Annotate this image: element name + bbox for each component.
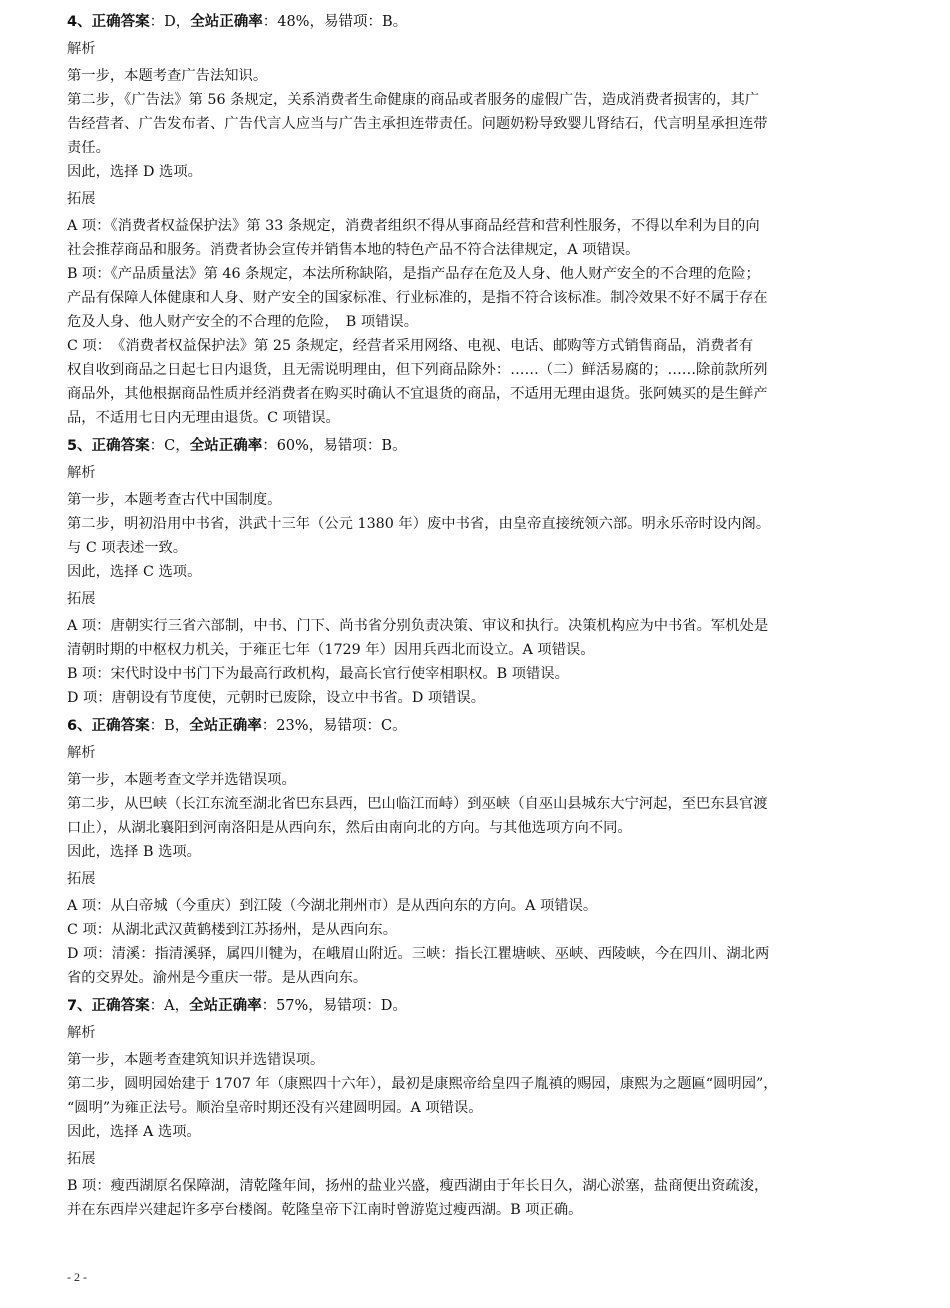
question-block (67, 994, 889, 1222)
answer-label: 正确答案 (91, 998, 150, 1014)
text-line: A 项：《消费者权益保护法》第 33 条规定，消费者组织不得从事商品经营和营利性服务，不得以牟利为目的向 (67, 218, 760, 234)
text-line: 并在东西岸兴建起许多亭台楼阁。乾隆皇帝下江南时曾游览过瘦西湖。B 项正确。 (67, 1202, 583, 1218)
text-line: A 项：唐朝实行三省六部制，中书、门下、尚书省分别负责决策、审议和执行。决策机构应为中书省。军机处是 (67, 618, 769, 634)
answer-value: ：D， (149, 14, 191, 30)
text-line: 第二步，明初沿用中书省，洪武十三年（公元 1380 年）废中书省，由皇帝直接统领六部。明永乐帝时设内阁。 (67, 516, 771, 532)
text-line: 产品有保障人体健康和人身、财产安全的国家标准、行业标准的，是指不符合该标准。制冷效果不好不属于存在 (67, 290, 768, 306)
question-header (67, 434, 889, 458)
text-line: 因此，选择 D 选项。 (67, 164, 202, 180)
extend-paragraph (67, 686, 889, 710)
analysis-paragraph (67, 560, 889, 584)
text-line: 第二步，从巴峡（长江东流至湖北省巴东县西，巴山临江而峙）到巫峡（自巫山县城东大宁河起，至巴东县官渡 (67, 796, 768, 812)
rate-value: ：23%，易错项：C。 (261, 718, 407, 734)
text-line: “圆明”为雍正法号。顺治皇帝时期还没有兴建圆明园。A 项错误。 (67, 1100, 483, 1116)
rate-label: 全站正确率 (189, 998, 262, 1014)
analysis-paragraph (67, 64, 889, 88)
extend-paragraph (67, 214, 889, 262)
text-line: 与 C 项表述一致。 (67, 540, 188, 556)
text-line: 第一步，本题考查广告法知识。 (67, 68, 268, 84)
analysis-paragraph (67, 840, 889, 864)
extend-paragraph (67, 918, 889, 942)
answer-label: 正确答案 (91, 718, 150, 734)
extend-title: 拓展 (67, 1151, 96, 1167)
question-block (67, 434, 889, 710)
rate-value: ：60%，易错项：B。 (262, 438, 407, 454)
text-line: 第一步，本题考查文学并选错误项。 (67, 772, 296, 788)
text-line: 危及人身、他人财产安全的不合理的危险， B 项错误。 (67, 314, 419, 330)
text-line: 因此，选择 A 选项。 (67, 1124, 201, 1140)
text-line: B 项：《产品质量法》第 46 条规定，本法所称缺陷，是指产品存在危及人身、他人财产安全的不合理的危险； (67, 266, 760, 282)
question-number: 4、 (67, 14, 92, 30)
question-block (67, 714, 889, 990)
analysis-paragraph (67, 160, 889, 184)
extend-paragraph (67, 894, 889, 918)
answer-value: ：C， (149, 438, 190, 454)
document-body (67, 6, 889, 1222)
extend-title: 拓展 (67, 591, 96, 607)
answer-label: 正确答案 (91, 438, 150, 454)
text-line: 责任。 (67, 140, 110, 156)
rate-label: 全站正确率 (190, 14, 263, 30)
extend-paragraph (67, 614, 889, 662)
question-number: 5、 (67, 438, 92, 454)
analysis-paragraph (67, 488, 889, 512)
text-line: 第一步，本题考查建筑知识并选错误项。 (67, 1052, 325, 1068)
text-line: 第一步，本题考查古代中国制度。 (67, 492, 282, 508)
rate-value: ：57%，易错项：D。 (261, 998, 407, 1014)
text-line: 清朝时期的中枢权力机关，于雍正七年（1729 年）因用兵西北而设立。A 项错误。 (67, 642, 595, 658)
extend-title: 拓展 (67, 871, 96, 887)
extend-title: 拓展 (67, 191, 96, 207)
text-line: 商品外，其他根据商品性质并经消费者在购买时确认不宜退货的商品，不适用无理由退货。张阿姨买的是生鲜产 (67, 386, 768, 402)
analysis-title: 解析 (67, 41, 96, 57)
analysis-paragraph (67, 88, 889, 160)
text-line: B 项：宋代时设中书门下为最高行政机构，最高长官行使宰相职权。B 项错误。 (67, 666, 569, 682)
text-line: D 项：清溪：指清溪驿，属四川犍为，在峨眉山附近。三峡：指长江瞿塘峡、巫峡、西陵峡，今在四川、湖北两 (67, 946, 770, 962)
analysis-title: 解析 (67, 465, 96, 481)
rate-label: 全站正确率 (189, 718, 262, 734)
analysis-paragraph (67, 768, 889, 792)
text-line: C 项：从湖北武汉黄鹤楼到江苏扬州，是从西向东。 (67, 922, 398, 938)
analysis-title: 解析 (67, 745, 96, 761)
rate-label: 全站正确率 (189, 438, 263, 454)
text-line: C 项： 《消费者权益保护法》第 25 条规定，经营者采用网络、电视、电话、邮购等方式销售商品，消费者有 (67, 338, 754, 354)
question-block (67, 10, 889, 430)
answer-value: ：A， (149, 998, 190, 1014)
extend-paragraph (67, 662, 889, 686)
answer-label: 正确答案 (91, 14, 150, 30)
text-line: 告经营者、广告发布者、广告代言人应当与广告主承担连带责任。问题奶粉导致婴儿肾结石，代言明星承担连带 (67, 116, 768, 132)
text-line: 因此，选择 B 选项。 (67, 844, 201, 860)
question-header (67, 714, 889, 738)
text-line: A 项：从白帝城（今重庆）到江陵（今湖北荆州市）是从西向东的方向。A 项错误。 (67, 898, 598, 914)
question-number: 6、 (67, 718, 92, 734)
text-line: 品，不适用七日内无理由退货。C 项错误。 (67, 410, 340, 426)
extend-paragraph (67, 942, 889, 990)
answer-value: ：B， (149, 718, 190, 734)
analysis-paragraph (67, 792, 889, 840)
text-line: 第二步，《广告法》第 56 条规定，关系消费者生命健康的商品或者服务的虚假广告，造成消费者损害的，其广 (67, 92, 760, 108)
text-line: 权自收到商品之日起七日内退货，且无需说明理由，但下列商品除外：……（二）鲜活易腐的；……除前款所列 (67, 362, 768, 378)
text-line: B 项：瘦西湖原名保障湖，清乾隆年间，扬州的盐业兴盛，瘦西湖由于年长日久，湖心淤塞，盐商便出资疏浚， (67, 1178, 769, 1194)
analysis-paragraph (67, 512, 889, 560)
question-number: 7、 (67, 998, 92, 1014)
question-header (67, 994, 889, 1018)
analysis-paragraph (67, 1072, 889, 1120)
analysis-paragraph (67, 1120, 889, 1144)
analysis-paragraph (67, 1048, 889, 1072)
text-line: 第二步，圆明园始建于 1707 年（康熙四十六年），最初是康熙帝给皇四子胤禛的赐园，康熙为之题匾“圆明园”， (67, 1076, 778, 1092)
text-line: 因此，选择 C 选项。 (67, 564, 202, 580)
text-line: 省的交界处。渝州是今重庆一带。是从西向东。 (67, 970, 368, 986)
text-line: D 项：唐朝设有节度使，元朝时已废除，设立中书省。D 项错误。 (67, 690, 486, 706)
question-header (67, 10, 889, 34)
text-line: 社会推荐商品和服务。消费者协会宣传并销售本地的特色产品不符合法律规定，A 项错误。 (67, 242, 640, 258)
extend-paragraph (67, 334, 889, 430)
extend-paragraph (67, 262, 889, 334)
text-line: 口止），从湖北襄阳到河南洛阳是从西向东，然后由南向北的方向。与其他选项方向不同。 (67, 820, 632, 836)
rate-value: ：48%，易错项：B。 (262, 14, 408, 30)
analysis-title: 解析 (67, 1025, 96, 1041)
page-number: - 2 - (67, 1270, 87, 1284)
extend-paragraph (67, 1174, 889, 1222)
